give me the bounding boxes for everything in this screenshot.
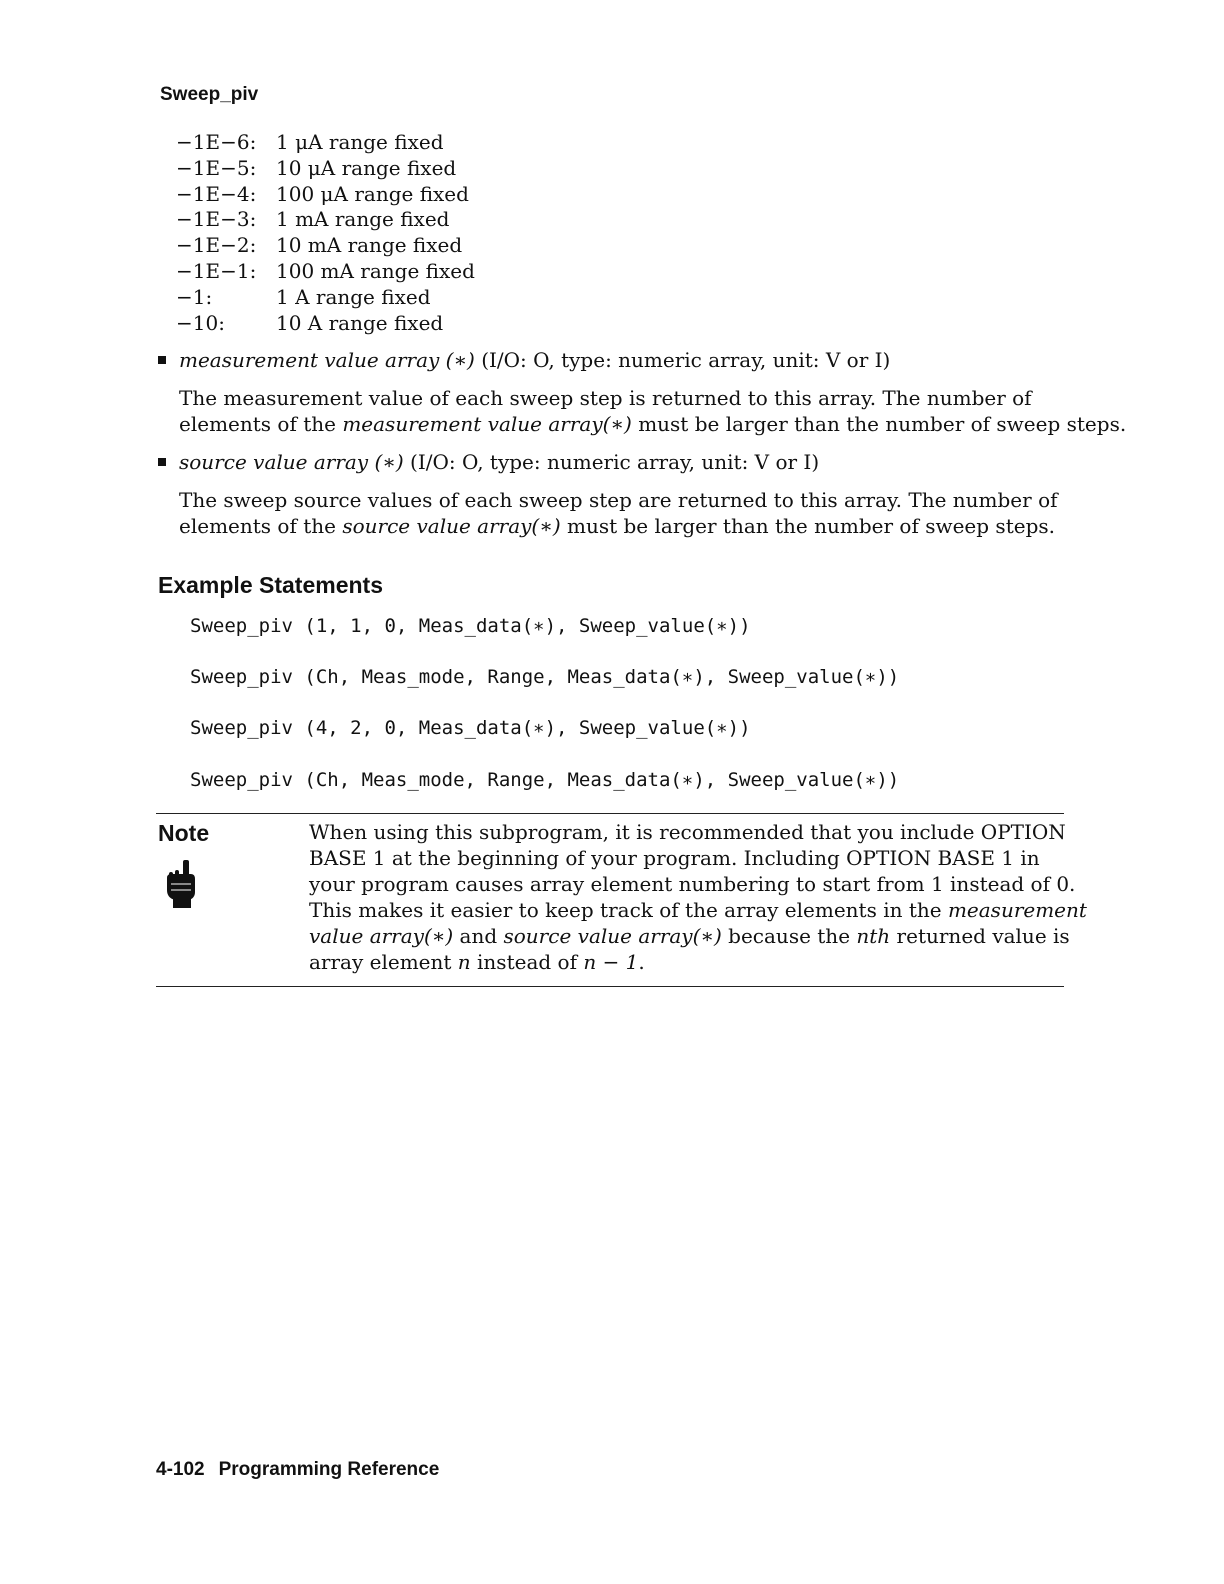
example-statement: Sweep_piv (1, 1, 0, Meas_data(∗), Sweep_value(∗)) (190, 615, 751, 637)
range-desc: 1 A range fixed (276, 284, 431, 309)
pointing-hand-icon (163, 858, 197, 910)
footer-section: Programming Reference (218, 1459, 440, 1480)
param-name: measurement value array (∗) (179, 348, 475, 372)
range-row (176, 259, 475, 285)
range-code: −1E−2: (176, 233, 257, 258)
note-line: When using this subprogram, it is recommended that you include OPTION (309, 820, 1066, 844)
range-code: −10: (176, 310, 225, 335)
page-footer (156, 1459, 439, 1481)
range-table (176, 130, 475, 336)
range-code: −1E−6: (176, 130, 257, 154)
range-desc: 10 mA range fixed (276, 233, 463, 258)
param-desc-line (179, 513, 1079, 539)
param-source-value-array (158, 449, 1079, 539)
range-desc: 1 mA range fixed (276, 207, 450, 232)
bullet-icon (158, 458, 166, 466)
range-desc: 10 A range fixed (276, 310, 444, 335)
text-run-italic: source value array(∗) (503, 924, 722, 948)
param-desc-line (179, 411, 1127, 437)
example-statement: Sweep_piv (Ch, Meas_mode, Range, Meas_data(∗), Sweep_value(∗)) (190, 666, 900, 688)
note-line (309, 923, 1070, 949)
example-statement: Sweep_piv (Ch, Meas_mode, Range, Meas_data(∗), Sweep_value(∗)) (190, 769, 900, 791)
range-desc: 100 μA range fixed (276, 181, 469, 206)
note-line (309, 949, 1049, 975)
range-row (176, 207, 475, 233)
param-description (179, 487, 1079, 539)
running-title: Sweep_piv (160, 84, 259, 105)
text-run: because the (721, 924, 857, 948)
param-name: source value array (∗) (179, 450, 404, 474)
param-desc-line: The sweep source values of each sweep step are returned to this array. The number of (179, 488, 1058, 512)
text-run: . (638, 950, 645, 974)
text-run: instead of (470, 950, 584, 974)
note-line: BASE 1 at the beginning of your program. Including OPTION BASE 1 in (309, 846, 1040, 870)
text-run: and (453, 924, 504, 948)
section-heading: Example Statements (158, 572, 383, 598)
range-code: −1: (176, 284, 213, 309)
range-row (176, 130, 475, 156)
param-desc-line: The measurement value of each sweep step is returned to this array. The number of (179, 386, 1032, 410)
text-run-italic: source value array(∗) (342, 514, 561, 538)
range-code: −1E−1: (176, 258, 257, 283)
param-spec: (I/O: O, type: numeric array, unit: V or I) (403, 450, 820, 474)
text-run-italic: nth (856, 924, 891, 948)
example-statement: Sweep_piv (4, 2, 0, Meas_data(∗), Sweep_value(∗)) (190, 717, 751, 739)
text-run: must be larger than the number of sweep steps. (560, 514, 1055, 538)
text-run: elements of the (179, 412, 343, 436)
text-run: must be larger than the number of sweep steps. (631, 412, 1127, 436)
text-run: elements of the (179, 514, 343, 538)
note-line: your program causes array element numbering to start from 1 instead of 0. (309, 872, 1076, 896)
param-header (158, 347, 1079, 373)
range-code: −1E−4: (176, 181, 257, 206)
param-measurement-value-array (158, 347, 1127, 437)
range-row (176, 285, 475, 311)
text-run-italic: n (457, 950, 471, 974)
range-row (176, 156, 475, 182)
note-bottom-rule (156, 986, 1064, 987)
bullet-icon (158, 356, 166, 364)
text-run-italic: measurement (947, 898, 1087, 922)
range-row (176, 233, 475, 259)
range-desc: 10 μA range fixed (276, 155, 457, 180)
note-label: Note (158, 820, 210, 846)
range-row (176, 311, 475, 337)
note-top-rule (156, 813, 1064, 814)
param-description (179, 385, 1127, 437)
text-run-italic: n − 1 (583, 950, 639, 974)
note-line (309, 897, 1087, 923)
range-desc: 100 mA range fixed (276, 258, 475, 283)
range-code: −1E−3: (176, 207, 257, 232)
range-row (176, 182, 475, 208)
range-desc: 1 μA range fixed (276, 130, 444, 154)
param-header (158, 449, 1079, 475)
range-code: −1E−5: (176, 155, 257, 180)
note-body (309, 819, 1087, 975)
param-spec: (I/O: O, type: numeric array, unit: V or I) (474, 348, 891, 372)
text-run: This makes it easier to keep track of the array elements in the (309, 898, 948, 922)
text-run-italic: value array(∗) (309, 924, 454, 948)
text-run: returned value is (890, 924, 1070, 948)
text-run: array element (309, 950, 458, 974)
page-number: 4-102 (156, 1459, 205, 1480)
text-run-italic: measurement value array(∗) (342, 412, 632, 436)
